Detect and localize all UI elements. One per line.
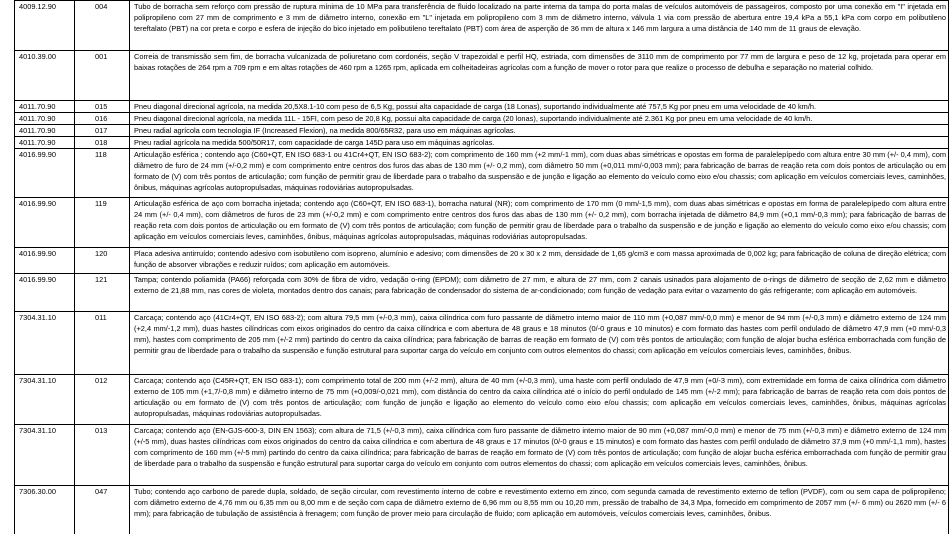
table-row: [15, 113, 949, 125]
ncm-code-cell: 4010.39.00: [15, 51, 75, 101]
item-number-cell: 119: [75, 198, 130, 248]
ncm-code-cell: 4016.99.90: [15, 149, 75, 198]
description-cell: Pneu radial agrícola com tecnologia IF (Increased Flexion), na medida 800/65R32, para uso em máquinas agrícolas.: [130, 125, 949, 137]
description-cell: Tampa; contendo poliamida (PA66) reforçada com 30% de fibra de vidro, vedação o-ring (EPDM); com diâmetro de 27 mm, e altura de 27 mm, com 2 canais usinados para alojamento de o-rings de diâmetro de secção de 2,62 mm e diâmetro externo de 21,88 mm, nas cores de violeta, montados dentro dos canais; para fabricação de condensador do sistema de ar-condicionado; com função de vedação para evitar o vazamento do gás refrigerante; com aplicação em automóveis.: [130, 274, 949, 312]
table-row: [15, 375, 949, 425]
ncm-code-cell: 4011.70.90: [15, 125, 75, 137]
description-cell: Tubo de borracha sem reforço com pressão de ruptura mínima de 10 MPa para transferência de fluido localizado na parte interna da tampa do porta malas de veículos automóveis de passageiros, composto por uma conexão em "I" injetada em polipropileno com 27 mm de comprimento e 3 mm de diâmetro interno, conexão em "L" injetada em polipropileno com 3 mm de diâmetro interno, válvula 1 via com pressão de abertura entre 19,4 kPa a 55,1 kPa com corpo em polibutileno tereftalato (PBT) na cor preta e corpo e esfera de injeção do bico injetado em polibutileno tereftalato (PBT) com área de asperção de 36 mm de altura x 146 mm largura a uma distância de 140 mm de 11 graus de elevação.: [130, 1, 949, 51]
item-number-cell: 012: [75, 375, 130, 425]
item-number-cell: 004: [75, 1, 130, 51]
description-cell: Tubo; contendo aço carbono de parede dupla, soldado, de seção circular, com revestimento interno de cobre e revestimento externo em zinco, com segunda camada de revestimento externo de teflon (PVDF), com ou sem capa de polipropileno; com diâmetro externo de 4,76 mm ou 6,35 mm ou 8,00 mm e de seção com capa de diâmetro externo de 6,96 mm ou 8,55 mm ou 10,20 mm, pressão de trabalho de 34,3 Mpa, fornecido em comprimento de 2057 mm (+/- 6 mm) ou 2620 mm (+/- 6 mm); para fabricação de tubulação de assistência à frenagem; com função de prover meio para circulação de fluido; com aplicação em automóveis, veículos comerciais leves, caminhões, ônibus.: [130, 486, 949, 534]
description-cell: Carcaça; contendo aço (41Cr4+QT, EN ISO 683-2); com altura 79,5 mm (+/-0,3 mm), caixa cilíndrica com furo passante de diâmetro interno maior de 110 mm (+0,087 mm/-0,0 mm) e menor de 94 mm (+/-0,3 mm) e diâmetro externo de 124 mm (+2,4 mm/-1,2 mm), duas hastes cilíndricas com eixos originados do centro da caixa cilíndrica e com abertura de 48 graus e 18 minutos (0/-0 graus e 10 minutos) e com formato das hastes com perfil ondulado de diâmetro 47,9 mm (+0 mm/-0,3 mm), hastes com comprimento de 205 mm (+/-2 mm) partindo do centro da caixa cilíndrica; para fabricação de barras de reação em formato de (V) com três pontos de articulação; com função de alojar bucha esférica emborrachada com função de permitir grau de liberdade para o trabalho da suspensão e função estrutural para suportar carga do veículo em conjunto com outros elementos do chassi; com aplicação em veículos comerciais leves, caminhões, ônibus.: [130, 312, 949, 375]
table-row: [15, 312, 949, 375]
item-number-cell: 016: [75, 113, 130, 125]
description-cell: Pneu diagonal direcional agrícola, na medida 20,5X8.1-10 com peso de 6,5 Kg, possui alta capacidade de carga (18 Lonas), suportando individualmente até 757,5 Kg por pneu em uma velocidade de 40 km/h.: [130, 101, 949, 113]
description-cell: Pneu radial agrícola na medida 500/50R17, com capacidade de carga 145D para uso em máquinas agrícolas.: [130, 137, 949, 149]
item-number-cell: 015: [75, 101, 130, 113]
ncm-code-cell: 4016.99.90: [15, 248, 75, 274]
description-cell: Articulação esférica de aço com borracha injetada; contendo aço (C60+QT, EN ISO 683-1), borracha natural (NR); com comprimento de 170 mm (0 mm/-1,5 mm), com duas abas simétricas e opostas em forma de paralelepípedo com altura entre 24 mm (+/- 0,4 mm), com diâmetros de furos de 23 mm (+/-0,2 mm) e com comprimento entre centros dos furos das abas de 130 mm (+/- 0,2 mm), com borracha injetada de diâmetro 84,9 mm (+0,1 mm/-0,3 mm); para fabricação de barras de reação reta com dois pontos de articulação ou em formato de (V) com três pontos de articulação; com função de permitir grau de liberdade para o trabalho da suspensão e de junção e ligação ao elemento do veículo como eixo e/ou chassis; com aplicação em veículos comerciais leves, caminhões, ônibus, máquinas agrícolas autopropulsadas, máquinas rodoviárias autopropulsadas.: [130, 198, 949, 248]
ncm-code-cell: 7304.31.10: [15, 425, 75, 486]
ncm-code-cell: 4011.70.90: [15, 137, 75, 149]
table-row: [15, 248, 949, 274]
table-row: [15, 137, 949, 149]
table-row: [15, 51, 949, 101]
ncm-code-cell: 7304.31.10: [15, 312, 75, 375]
item-number-cell: 017: [75, 125, 130, 137]
description-cell: Carcaça; contendo aço (EN-GJS-600-3, DIN EN 1563); com altura de 71,5 (+/-0,3 mm), caixa cilíndrica com furo passante de diâmetro interno maior de 90 mm (+0,087 mm/-0,0 mm) e menor de 75 mm (+/-0,3 mm) e diâmetro externo de 124 mm (+/-5 mm), duas hastes cilíndricas com eixos originados do centro da caixa cilíndrica e com abertura de 48 graus e 17 minutos (0/-0 graus e 15 minutos) e com formato das hastes com perfil ondulado de diâmetro 37,9 mm (+0 mm/-1,1 mm), hastes com comprimento de 160 mm (+/-5 mm) partindo do centro da caixa cilíndrica; para fabricação de barras de reação em formato de (V) com três pontos de articulação; com função de alojar bucha esférica emborrachada com função de permitir grau de liberdade para o trabalho da suspensão e função estrutural para suportar carga do veículo em conjunto com outros elementos do chassi; com aplicação em veículos comerciais leves, caminhões, ônibus.: [130, 425, 949, 486]
table-row: [15, 425, 949, 486]
ncm-code-cell: 4016.99.90: [15, 198, 75, 248]
ncm-code-cell: 4009.12.90: [15, 1, 75, 51]
ncm-code-cell: 4011.70.90: [15, 101, 75, 113]
table-row: [15, 486, 949, 534]
table-row: [15, 274, 949, 312]
item-number-cell: 001: [75, 51, 130, 101]
description-cell: Correia de transmissão sem fim, de borracha vulcanizada de poliuretano com cordonéis, seção V trapezoidal e perfil HQ, estriada, com dimensões de 3110 mm de comprimento por 77 mm de largura e peso de 12 kg, projetada para operar em baixas rotações de 264 rpm a 709 rpm e em altas rotações de 460 rpm a 1265 rpm, aplicada em colheitadeiras agrícolas com a função de mover o rotor para que realize o processo de debulha e separação no material colhido.: [130, 51, 949, 101]
item-number-cell: 121: [75, 274, 130, 312]
ncm-code-cell: 7306.30.00: [15, 486, 75, 534]
description-cell: Articulação esférica ; contendo aço (C60+QT, EN ISO 683-1 ou 41Cr4+QT, EN ISO 683-2); com comprimento de 160 mm (+2 mm/-1 mm), com duas abas simétricas e opostas em forma de paralelepípedo com altura entre 30 mm (+/- 0,4 mm), com diâmetro de furo de 24 mm (+/-0,2 mm) e com comprimento entre centros dos furos das abas de 130 mm (+/- 0,2 mm), com diâmetro 50 mm (+0,011 mm/-0,003 mm); para fabricação de barras de reação reta com dois pontos de articulação ou em formato de (V) com três pontos de articulação; com função de permitir grau de liberdade para o trabalho da suspensão e de junção e ligação ao elemento do veículo como eixo e/ou chassis; com aplicação em veículos comerciais leves, caminhões, ônibus, máquinas agrícolas autopropulsadas, máquinas rodoviárias autopropulsadas.: [130, 149, 949, 198]
item-number-cell: 118: [75, 149, 130, 198]
description-cell: Placa adesiva antirruído; contendo adesivo com isobutileno com isopreno, alumínio e adesivo; com dimensões de 20 x 30 x 2 mm, densidade de 1,65 g/cm3 e com massa aproximada de 0,002 kg; para fabricação de coluna de direção elétrica; com função de absorver vibrações e reduzir ruídos; com aplicação em automóveis.: [130, 248, 949, 274]
description-cell: Pneu diagonal direcional agrícola, na medida 11L - 15FI, com peso de 20,8 Kg, possui alta capacidade de carga (20 lonas), suportando individualmente até 2.361 Kg por pneu em uma velocidade de 40 km/h.: [130, 113, 949, 125]
table-row: [15, 1, 949, 51]
item-number-cell: 018: [75, 137, 130, 149]
ncm-table: [14, 0, 949, 534]
item-number-cell: 013: [75, 425, 130, 486]
item-number-cell: 011: [75, 312, 130, 375]
table-row: [15, 198, 949, 248]
table-row: [15, 125, 949, 137]
table-row: [15, 101, 949, 113]
description-cell: Carcaça; contendo aço (C45R+QT, EN ISO 683-1); com comprimento total de 200 mm (+/-2 mm), altura de 40 mm (+/-0,3 mm), uma haste com perfil ondulado de 47,9 mm (+0/-3 mm), com extremidade em forma de caixa cilíndrica com diâmetro externo de 105 mm (+1,7/-0,8 mm) e diâmetro interno de 75 mm (+0,009/-0,021 mm), com distância do centro da caixa cilíndrica até o início do perfil ondulado de 145 mm (+/-2 mm); para fabricação de barras de reação reta com dois pontos de articulação ou em formato de (V) com três pontos de articulação; com função de junção e ligação ao elemento do veículo como eixo e/ou chassis; com aplicação em veículos comerciais leves, caminhões, ônibus, máquinas agrícolas autopropulsadas, máquinas rodoviárias autopropulsadas.: [130, 375, 949, 425]
item-number-cell: 120: [75, 248, 130, 274]
ncm-code-cell: 7304.31.10: [15, 375, 75, 425]
table-row: [15, 149, 949, 198]
ncm-table-body: [15, 1, 949, 534]
item-number-cell: 047: [75, 486, 130, 534]
ncm-code-cell: 4011.70.90: [15, 113, 75, 125]
ncm-code-cell: 4016.99.90: [15, 274, 75, 312]
